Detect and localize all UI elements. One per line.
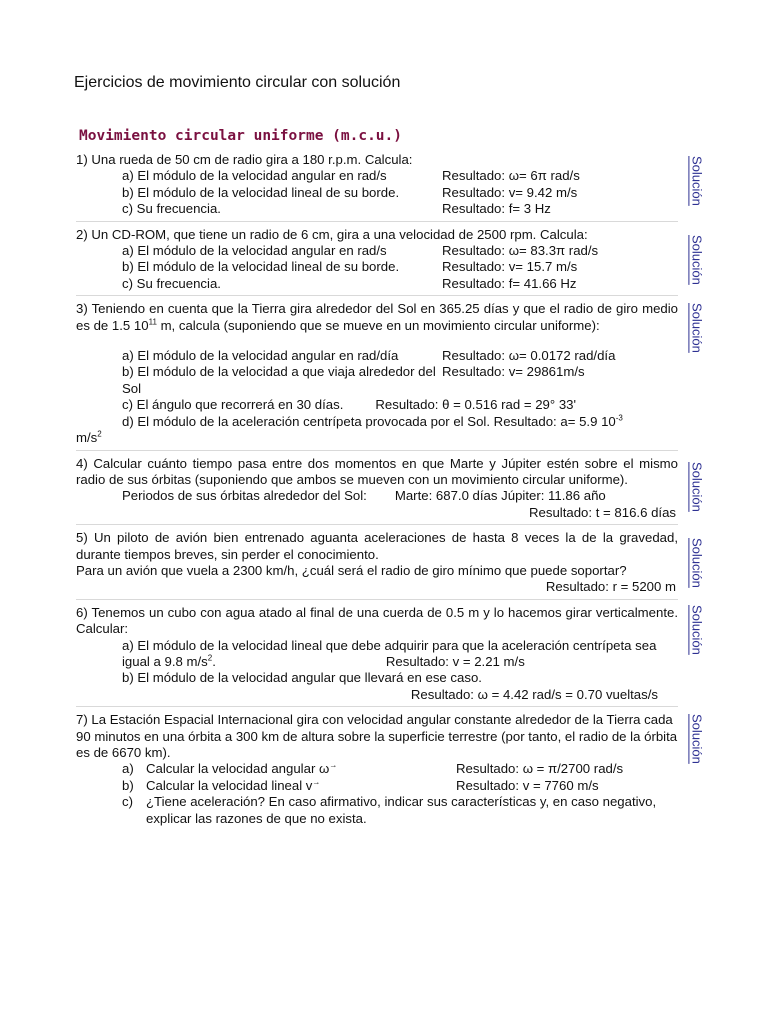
exercise-6-item-a: a) El módulo de la velocidad lineal que debe adquirir para que la aceleración centrípeta sea igual a 9.8 $m/s^2$. Resultado: v = 2.21 m/s: [122, 637, 657, 669]
exercise-3-item-d: d) El módulo de la aceleración centrípeta provocada por el Sol. Resultado: a= 5.9 $10^{-3}$ $m/s^2$: [76, 413, 623, 446]
exercise-3-item-a: a) El módulo de la velocidad angular en rad/día Resultado: ω= 0.0172 rad/día: [122, 348, 616, 364]
exercise-7-item-a: a) Calcular la velocidad angular ω→ Resultado: ω = π/2700 rad/s: [122, 761, 624, 777]
exercise-3: [76, 301, 705, 450]
exercise-1-item-a: a) El módulo de la velocidad angular en rad/s Resultado: ω= 6π rad/s: [122, 168, 580, 184]
exercise-4-statement: 4) Calcular cuánto tiempo pasa entre dos momentos en que Marte y Júpiter estén sobre el mismo radio de sus órbitas (suponiendo que ambos se mueven con un movimiento circular uniforme).: [76, 455, 678, 487]
exercise-4: [76, 455, 705, 526]
exercise-5-question: Para un avión que vuela a 2300 km/h, ¿cuál será el radio de giro mínimo que puede soportar?: [76, 562, 627, 578]
exercise-7-statement: 7) La Estación Espacial Internacional gira con velocidad angular constante alrededor de la Tierra cada 90 minutos en una órbita a 300 km de altura sobre la superficie terrestre (por tanto, el radio de la órbita es de 6670 km).: [76, 712, 678, 760]
solution-link-7[interactable]: Solución: [689, 714, 705, 765]
exercise-6-statement: 6) Tenemos un cubo con agua atado al final de una cuerda de 0.5 m y lo hacemos girar verticalmente. Calcular:: [76, 604, 678, 637]
exercise-7-item-b: b) Calcular la velocidad lineal v→ Resultado: v = 7760 m/s: [122, 777, 599, 793]
section-title: Movimiento circular uniforme (m.c.u.): [79, 128, 403, 144]
solution-link-1[interactable]: Solución: [689, 156, 705, 206]
exercise-5-result: Resultado: r = 5200 m: [545, 579, 676, 595]
exercise-7-item-c: c) ¿Tiene aceleración? En caso afirmativo, indicar sus características y, en caso negativo, explicar las razones de que no exista.: [122, 794, 657, 826]
exercise-6: [76, 604, 705, 707]
exercise-1: [76, 152, 705, 222]
solution-link-6[interactable]: Solución: [689, 604, 705, 655]
solution-link-4[interactable]: Solución: [689, 461, 705, 512]
exercise-5-statement: 5) Un piloto de avión bien entrenado aguanta aceleraciones de hasta 8 veces la de la gravedad, durante tiempos breves, sin perder el conocimiento.: [76, 530, 678, 562]
exercise-6-result-b: Resultado: ω = 4.42 rad/s = 0.70 vueltas/s: [410, 686, 658, 702]
exercise-4-result: Resultado: t = 816.6 días: [529, 504, 676, 520]
exercise-2: [76, 226, 705, 297]
exercise-1-item-b: b) El módulo de la velocidad lineal de su borde. Resultado: v= 9.42 m/s: [122, 184, 578, 200]
exercise-1-item-c: c) Su frecuencia. Resultado: f= 3 Hz: [122, 201, 551, 217]
solution-link-2[interactable]: Solución: [689, 234, 705, 285]
exercise-5: [76, 530, 705, 600]
exercise-6-item-b: b) El módulo de la velocidad angular que llevará en ese caso.: [122, 670, 482, 686]
exercise-2-statement: 2) Un CD-ROM, que tiene un radio de 6 cm, gira a una velocidad de 2500 rpm. Calcula:: [76, 226, 588, 242]
exercise-3-item-b: b) El módulo de la velocidad a que viaja alrededor del Sol Resultado: v= 29861m/s: [122, 364, 585, 396]
exercise-2-item-b: b) El módulo de la velocidad lineal de su borde. Resultado: v= 15.7 m/s: [122, 259, 578, 275]
exercise-4-periods: Periodos de sus órbitas alrededor del Sol: Marte: 687.0 días Júpiter: 11.86 año: [122, 488, 606, 504]
exercise-1-statement: 1) Una rueda de 50 cm de radio gira a 180 r.p.m. Calcula:: [76, 152, 413, 167]
exercise-2-item-a: a) El módulo de la velocidad angular en rad/s Resultado: ω= 83.3π rad/s: [122, 243, 599, 259]
exercise-3-item-c: c) El ángulo que recorrerá en 30 días. Resultado: θ = 0.516 rad = 29° 33': [122, 397, 577, 413]
solution-link-5[interactable]: Solución: [689, 538, 705, 588]
solution-link-3[interactable]: Solución: [689, 303, 705, 354]
exercise-list: [76, 152, 705, 835]
exercise-2-item-c: c) Su frecuencia. Resultado: f= 41.66 Hz: [122, 275, 577, 291]
exercise-7: [76, 712, 705, 830]
page-title: Ejercicios de movimiento circular con solución: [74, 74, 401, 91]
exercise-3-statement: 3) Teniendo en cuenta que la Tierra gira alrededor del Sol en 365.25 días y que el radio de giro medio es de 1.5 $10^{11}$ m, calcula (suponiendo que se mueve en un movimiento circular uniforme):: [76, 301, 678, 333]
